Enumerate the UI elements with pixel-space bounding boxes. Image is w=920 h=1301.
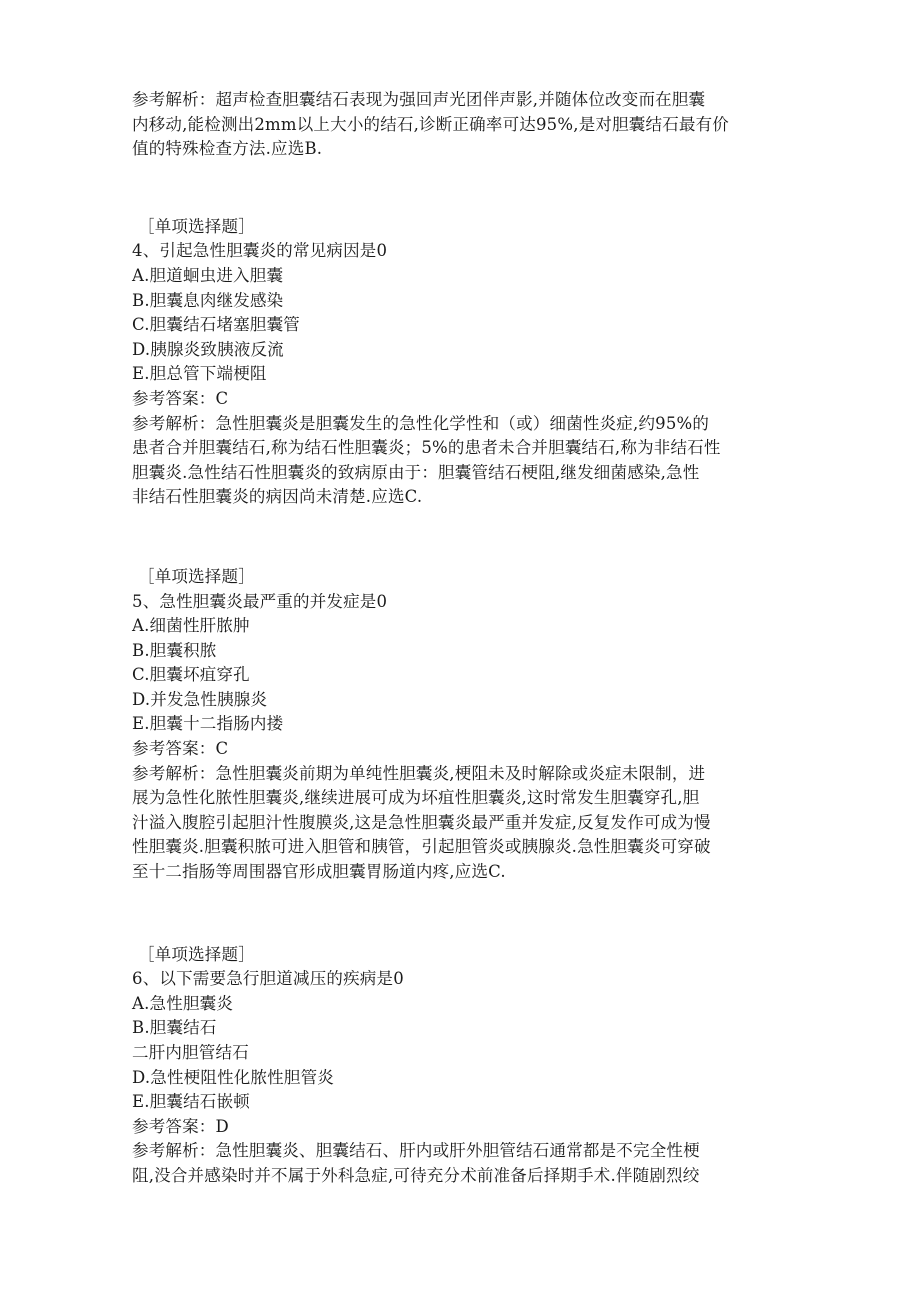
analysis-line: 非结石性胆囊炎的病因尚未清楚.应选C. (132, 487, 423, 507)
analysis-line: 参考解析：急性胆囊炎前期为单纯性胆囊炎,梗阻未及时解除或炎症未限制，进 (132, 763, 706, 783)
question-stem: 6、以下需要急行胆道减压的疾病是0 (132, 969, 404, 989)
question-type-tag: ［单项选择题］ (138, 944, 255, 964)
question-stem: 5、急性胆囊炎最严重的并发症是0 (132, 591, 388, 611)
reference-answer: 参考答案：D (132, 1116, 229, 1136)
option-e: E.胆总管下端梗阻 (132, 364, 267, 384)
option-a: A.胆道蛔虫进入胆囊 (132, 265, 284, 285)
intro-analysis (132, 88, 792, 162)
option-e: E.胆囊十二指肠内搂 (132, 714, 284, 734)
option-b: B.胆囊结石 (132, 1018, 217, 1038)
option-b: B.胆囊息肉继发感染 (132, 290, 284, 310)
analysis-line: 参考解析：超声检查胆囊结石表现为强回声光团伴声影,并随体位改变而在胆囊 (132, 90, 706, 109)
analysis-line: 内移动,能检测出2mm以上大小的结石,诊断正确率可达95%,是对胆囊结石最有价 (132, 114, 729, 134)
analysis-line: 性胆囊炎.胆囊积脓可进入胆管和胰管，引起胆管炎或胰腺炎.急性胆囊炎可穿破 (132, 837, 711, 857)
reference-answer: 参考答案：C (132, 739, 229, 759)
option-a: A.急性胆囊炎 (132, 993, 234, 1013)
question-block-5 (132, 565, 792, 885)
option-e: E.胆囊结石嵌顿 (132, 1092, 250, 1112)
analysis-line: 患者合并胆囊结石,称为结石性胆囊炎；5%的患者未合并胆囊结石,称为非结石性 (132, 438, 721, 458)
option-c: 二肝内胆管结石 (132, 1043, 249, 1062)
analysis-line: 展为急性化脓性胆囊炎,继续进展可成为坏疽性胆囊炎,这时常发生胆囊穿孔,胆 (132, 788, 700, 808)
question-stem: 4、引起急性胆囊炎的常见病因是0 (132, 241, 388, 261)
analysis-line: 汁溢入腹腔引起胆汁性腹膜炎,这是急性胆囊炎最严重并发症,反复发作可成为慢 (132, 812, 711, 832)
option-c: C.胆囊坏疽穿孔 (132, 665, 250, 685)
option-d: D.胰腺炎致胰液反流 (132, 339, 284, 359)
option-d: D.并发急性胰腺炎 (132, 689, 268, 709)
analysis-line: 胆囊炎.急性结石性胆囊炎的致病原由于：胆囊管结石梗阻,继发细菌感染,急性 (132, 462, 700, 482)
option-d: D.急性梗阻性化脓性胆管炎 (132, 1067, 334, 1087)
analysis-line: 至十二指肠等周围器官形成胆囊胃肠道内疼,应选C. (132, 862, 506, 882)
analysis-line: 值的特殊检查方法.应选B. (132, 139, 323, 159)
question-block-4 (132, 215, 792, 510)
analysis-line: 阻,没合并感染时并不属于外科急症,可待充分术前准备后择期手术.伴随剧烈绞 (132, 1165, 700, 1185)
analysis-line: 参考解析：急性胆囊炎是胆囊发生的急性化学性和（或）细菌性炎症,约95%的 (132, 413, 710, 433)
option-b: B.胆囊积脓 (132, 640, 217, 660)
reference-answer: 参考答案：C (132, 388, 229, 408)
analysis-line: 参考解析：急性胆囊炎、胆囊结石、肝内或肝外胆管结石通常都是不完全性梗 (132, 1141, 700, 1161)
option-c: C.胆囊结石堵塞胆囊管 (132, 315, 300, 335)
question-type-tag: ［单项选择题］ (138, 566, 255, 586)
document-page (132, 88, 792, 1189)
option-a: A.细菌性肝脓肿 (132, 616, 250, 636)
question-block-6 (132, 943, 792, 1189)
question-type-tag: ［单项选择题］ (138, 216, 255, 236)
